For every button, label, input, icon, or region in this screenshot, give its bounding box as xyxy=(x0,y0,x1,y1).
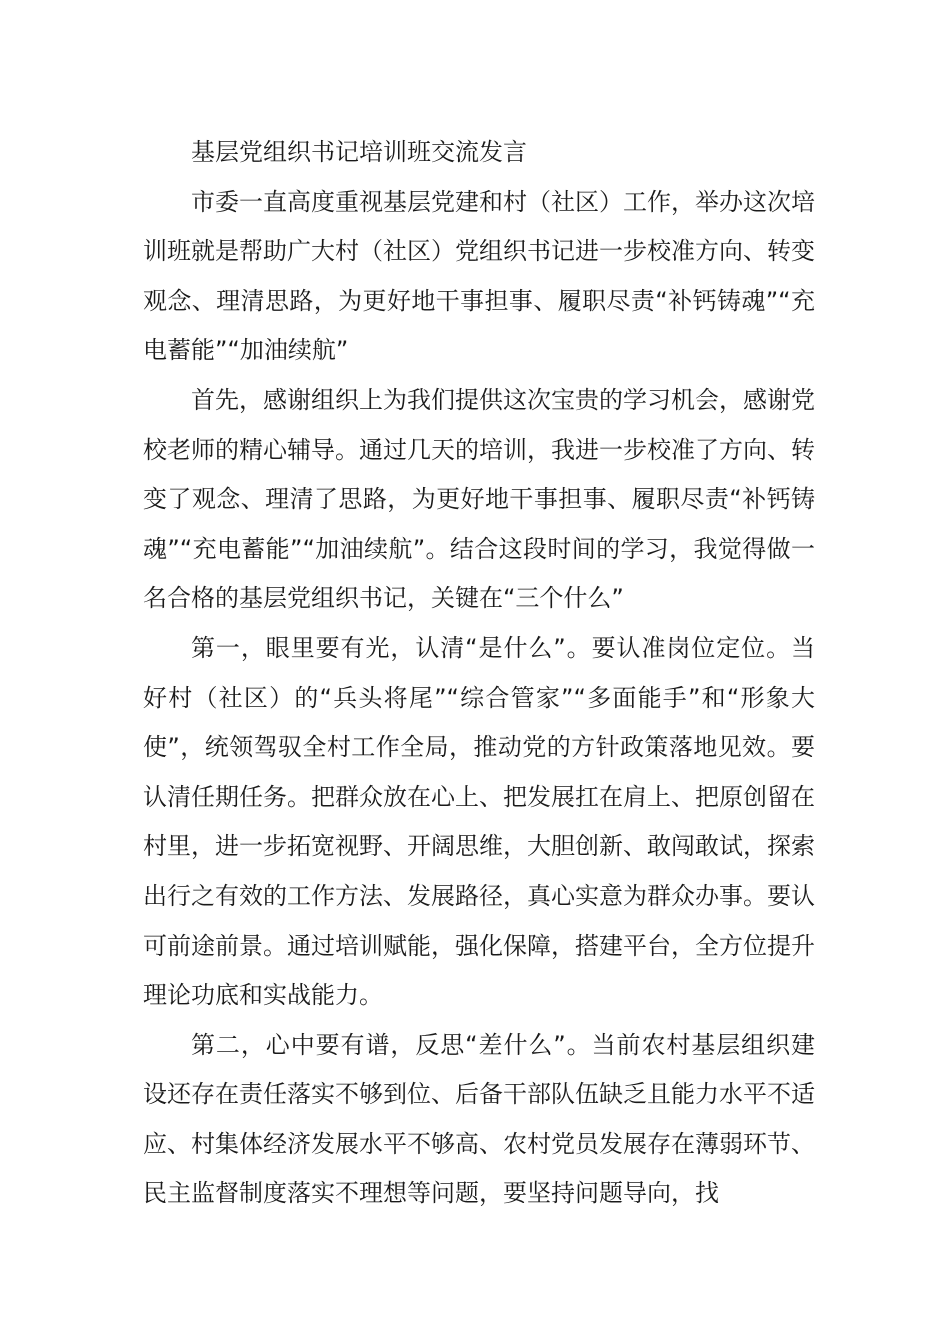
paragraph-thanks: 首先，感谢组织上为我们提供这次宝贵的学习机会，感谢党校老师的精心辅导。通过几天的培训，我进一步校准了方向、转变了观念、理清了思路，为更好地干事担事、履职尽责“补钙铸魂”“充电蓄能”“加油续航”。结合这段时间的学习，我觉得做一名合格的基层党组织书记，关键在“三个什么” xyxy=(143,385,815,613)
paragraph-intro: 市委一直高度重视基层党建和村（社区）工作，举办这次培训班就是帮助广大村（社区）党组织书记进一步校准方向、转变观念、理清思路，为更好地干事担事、履职尽责“补钙铸魂”“充电蓄能”“加油续航” xyxy=(143,187,815,365)
paragraph-second-point: 第二，心中要有谱，反思“差什么”。当前农村基层组织建设还存在责任落实不够到位、后备干部队伍缺乏且能力水平不适应、村集体经济发展水平不够高、农村党员发展存在薄弱环节、民主监督制度落实不理想等问题，要坚持问题导向，找 xyxy=(143,1030,815,1208)
document-title: 基层党组织书记培训班交流发言 xyxy=(191,138,527,166)
document-body xyxy=(143,128,815,1219)
paragraph-first-point: 第一，眼里要有光，认清“是什么”。要认准岗位定位。当好村（社区）的“兵头将尾”“综合管家”“多面能手”和“形象大使”，统领驾驭全村工作全局，推动党的方针政策落地见效。要认清任期任务。把群众放在心上、把发展扛在肩上、把原创留在村里，进一步拓宽视野、开阔思维，大胆创新、敢闯敢试，探索出行之有效的工作方法、发展路径，真心实意为群众办事。要认可前途前景。通过培训赋能，强化保障，搭建平台，全方位提升理论功底和实战能力。 xyxy=(143,633,815,1010)
